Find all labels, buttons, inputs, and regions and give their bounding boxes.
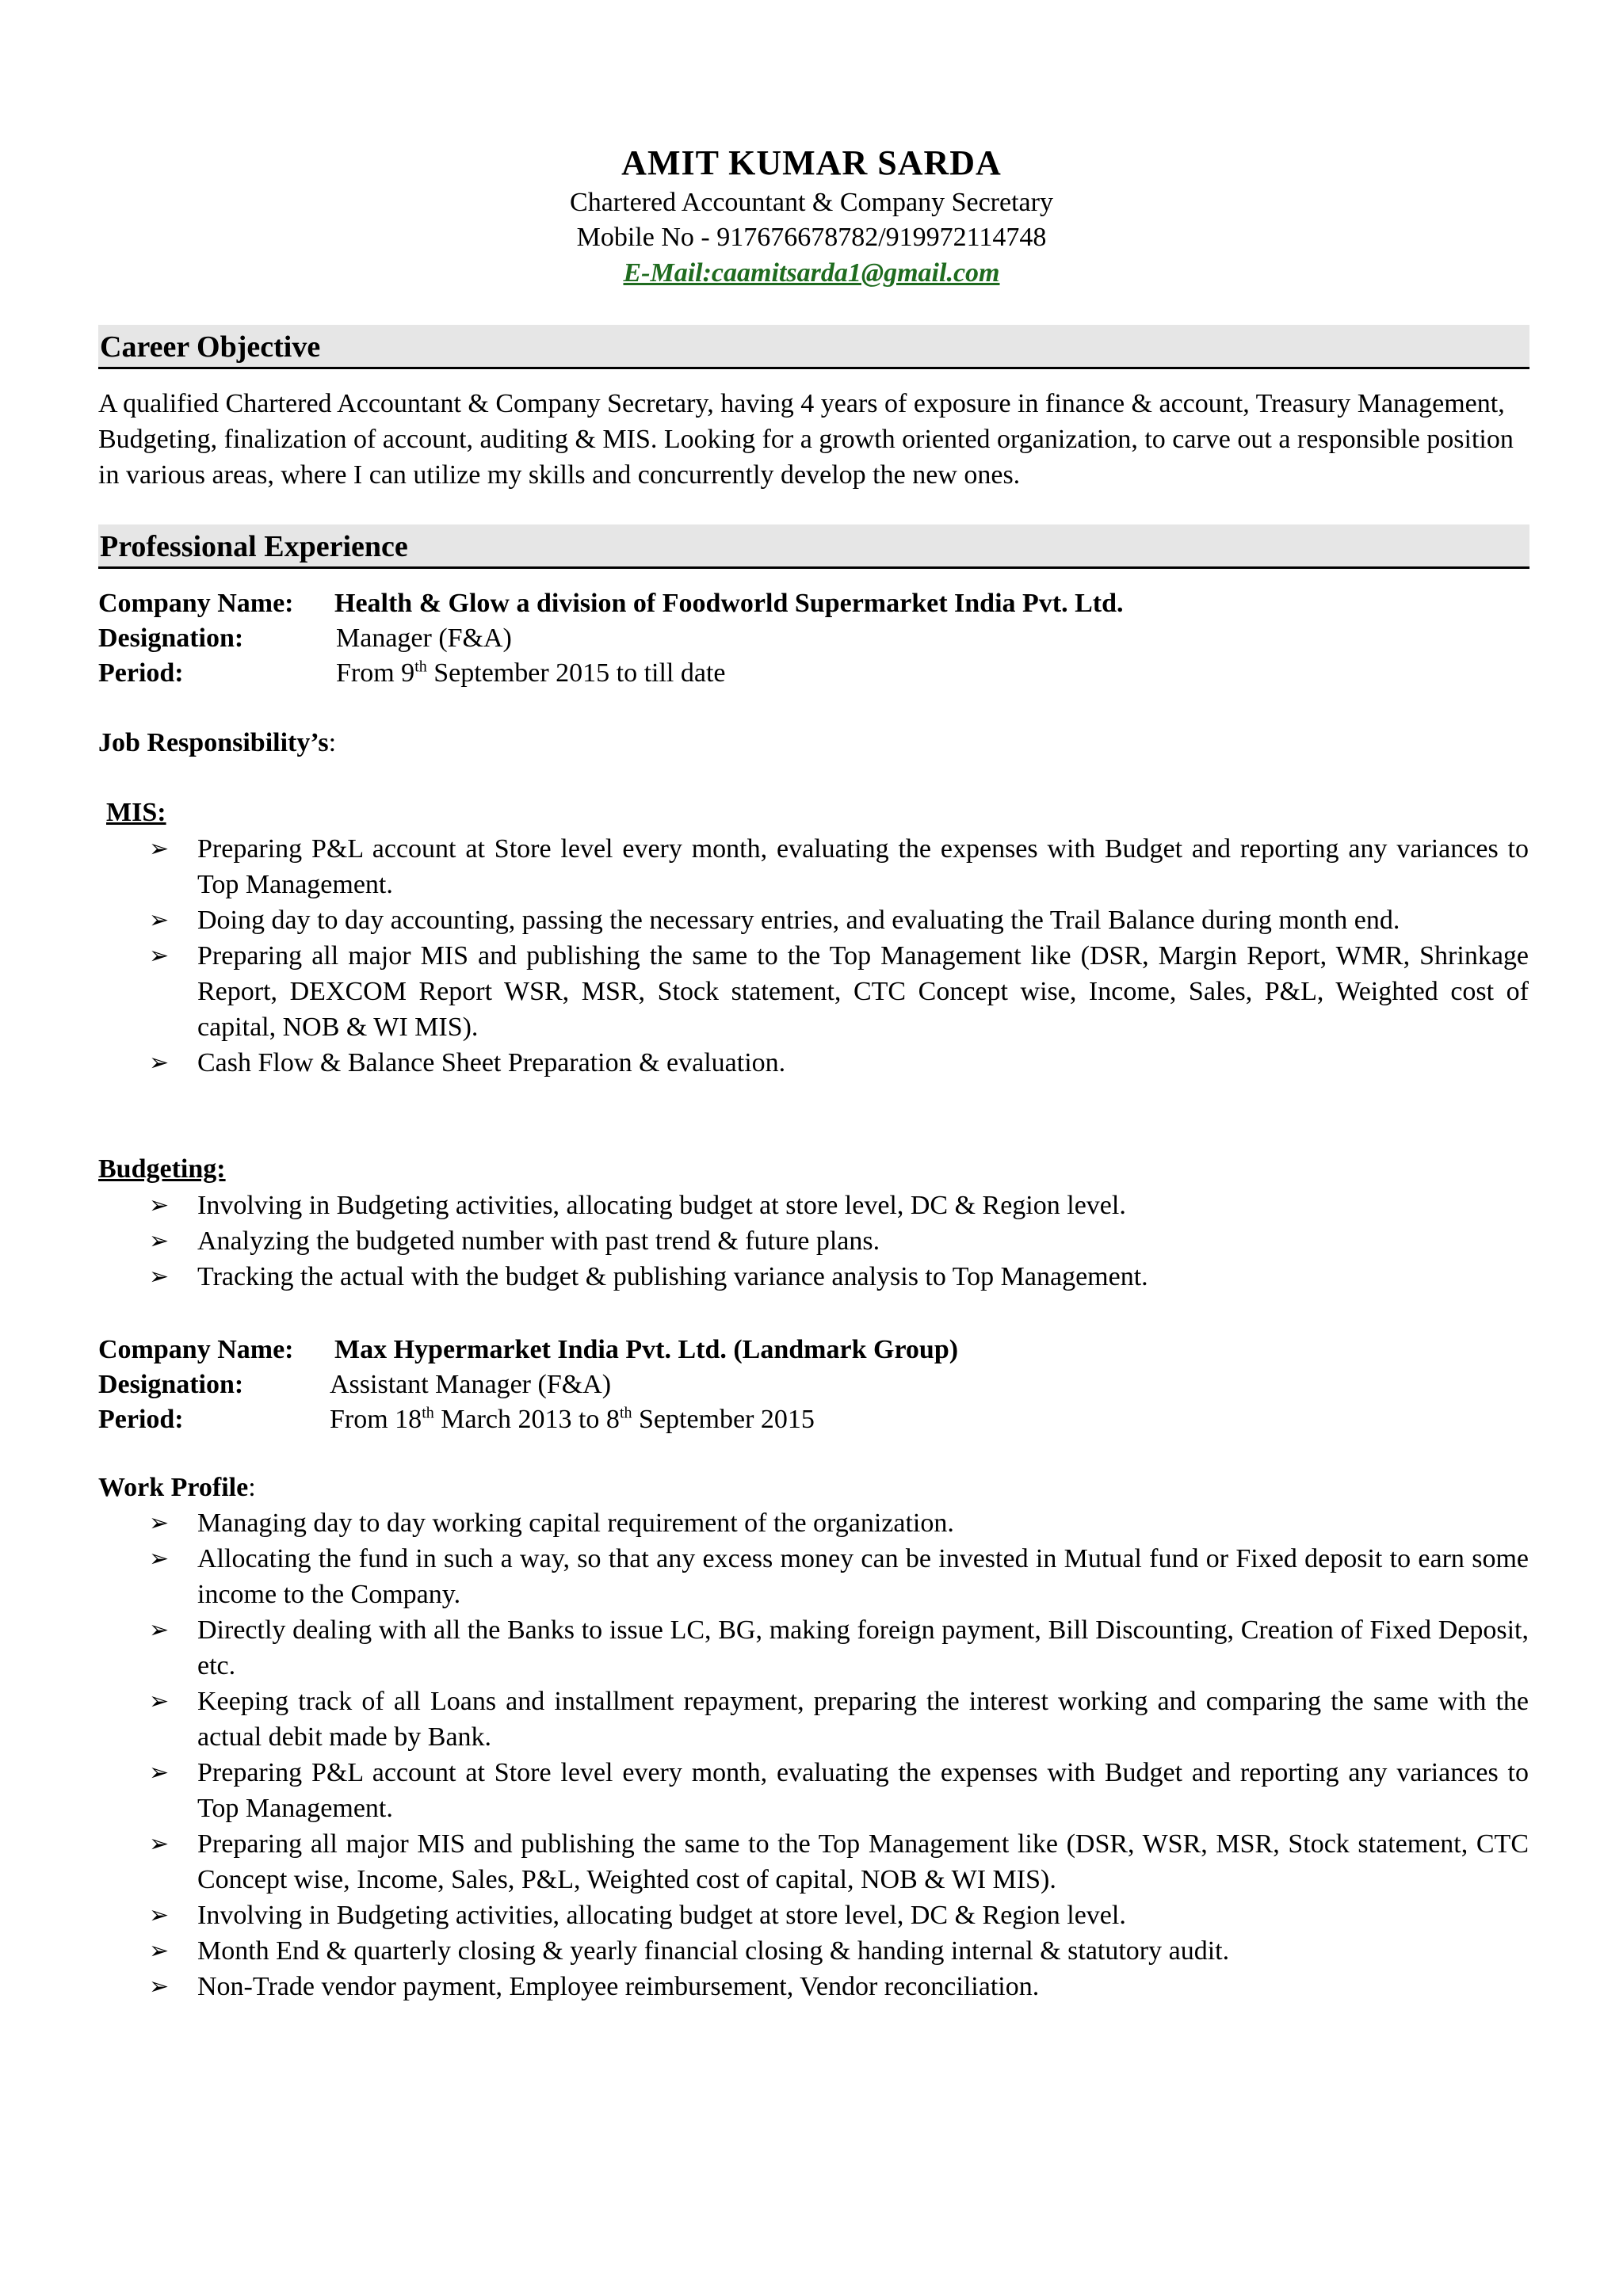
list-item [0, 902, 1529, 938]
mis-list [0, 831, 1623, 1081]
work-profile-label: Work Profile: [98, 1473, 256, 1502]
designation-value: Manager (F&A) [336, 624, 512, 653]
list-item-text: Tracking the actual with the budget & publishing variance analysis to Top Management. [197, 1262, 1148, 1291]
professional-experience-heading [98, 524, 1529, 569]
period-label: Period: [98, 1405, 184, 1434]
designation-label: Designation: [98, 1370, 244, 1399]
email-link[interactable]: E-Mail:caamitsarda1@gmail.com [623, 258, 1000, 288]
candidate-title: Chartered Accountant & Company Secretary [570, 188, 1053, 217]
arrow-bullet-icon: ➢ [149, 1902, 170, 1928]
list-item-text: Cash Flow & Balance Sheet Preparation & evaluation. [197, 1048, 786, 1077]
arrow-bullet-icon: ➢ [149, 1192, 170, 1219]
arrow-bullet-icon: ➢ [149, 1974, 170, 2000]
arrow-bullet-icon: ➢ [149, 1831, 170, 1857]
designation-value: Assistant Manager (F&A) [330, 1370, 612, 1399]
list-item-text: Non-Trade vendor payment, Employee reimbursement, Vendor reconciliation. [197, 1972, 1040, 2001]
company-name: Max Hypermarket India Pvt. Ltd. (Landmark Group) [334, 1335, 959, 1364]
list-item-text: Analyzing the budgeted number with past trend & future plans. [197, 1226, 880, 1256]
job1-period-row [98, 656, 726, 691]
arrow-bullet-icon: ➢ [149, 1617, 170, 1643]
arrow-bullet-icon: ➢ [149, 1228, 170, 1254]
list-item [0, 1897, 1529, 1933]
list-item-text: Doing day to day accounting, passing the necessary entries, and evaluating the Trail Balance during month end. [197, 906, 1400, 935]
list-item [0, 831, 1529, 902]
period-value: From 9th September 2015 to till date [336, 658, 726, 688]
period-value: From 18th March 2013 to 8th September 2015 [330, 1404, 815, 1434]
list-item-text: Preparing P&L account at Store level every month, evaluating the expenses with Budget and reporting any variances to Top Management. [197, 1758, 1529, 1823]
list-item [0, 1684, 1529, 1755]
arrow-bullet-icon: ➢ [149, 1688, 170, 1714]
candidate-name: AMIT KUMAR SARDA [621, 143, 1002, 182]
list-item-text: Preparing P&L account at Store level every month, evaluating the expenses with Budget and reporting any variances to Top Management. [197, 834, 1529, 899]
period-label: Period: [98, 658, 184, 688]
company-label: Company Name: [98, 589, 294, 618]
career-objective-text: A qualified Chartered Accountant & Company Secretary, having 4 years of exposure in finance & account, Treasury Management, Budgeting, finalization of account, auditing & MIS. Looking for a growth oriented organization, to carve out a responsible position in various areas, where I can utilize my skills and concurrently develop the new ones. [98, 389, 1514, 490]
list-item [0, 1755, 1529, 1826]
career-objective-heading [98, 325, 1529, 369]
work-profile-list [0, 1505, 1623, 2004]
company-name: Health & Glow a division of Foodworld Supermarket India Pvt. Ltd. [334, 589, 1124, 618]
job-responsibility-label: Job Responsibility’s: [98, 728, 337, 757]
list-item [0, 938, 1529, 1045]
resume-header [0, 141, 1623, 292]
designation-label: Designation: [98, 624, 244, 653]
list-item-text: Allocating the fund in such a way, so that any excess money can be invested in Mutual fund or Fixed deposit to earn some income to the Company. [197, 1544, 1529, 1609]
list-item-text: Managing day to day working capital requirement of the organization. [197, 1508, 954, 1538]
arrow-bullet-icon: ➢ [149, 1760, 170, 1786]
list-item [0, 1045, 1529, 1081]
job2-period-row [98, 1402, 815, 1437]
budgeting-label: Budgeting: [98, 1154, 226, 1184]
job1-company-row [98, 586, 1124, 621]
list-item-text: Involving in Budgeting activities, allocating budget at store level, DC & Region level. [197, 1191, 1126, 1220]
list-item [0, 1612, 1529, 1684]
list-item-text: Preparing all major MIS and publishing the same to the Top Management like (DSR, Margin Report, WMR, Shrinkage Report, DEXCOM Report WSR, MSR, Stock statement, CTC Concept wise, Income, Sales, P&L, Weighted cost of capital, NOB & WI MIS). [197, 941, 1529, 1042]
arrow-bullet-icon: ➢ [149, 943, 170, 969]
list-item [0, 1223, 1529, 1259]
arrow-bullet-icon: ➢ [149, 907, 170, 933]
list-item [0, 1259, 1529, 1295]
list-item-text: Preparing all major MIS and publishing the same to the Top Management like (DSR, WSR, MSR, Stock statement, CTC Concept wise, Income, Sales, P&L, Weighted cost of capital, NOB & WI MIS). [197, 1829, 1529, 1894]
mis-label: MIS: [106, 798, 166, 827]
arrow-bullet-icon: ➢ [149, 1264, 170, 1290]
arrow-bullet-icon: ➢ [149, 1510, 170, 1536]
list-item-text: Involving in Budgeting activities, allocating budget at store level, DC & Region level. [197, 1901, 1126, 1930]
job1-designation-row [98, 621, 512, 656]
list-item [0, 1826, 1529, 1897]
list-item [0, 1188, 1529, 1223]
list-item-text: Month End & quarterly closing & yearly financial closing & handing internal & statutory audit. [197, 1936, 1230, 1966]
arrow-bullet-icon: ➢ [149, 1938, 170, 1964]
section-title: Career Objective [100, 330, 321, 364]
list-item [0, 1541, 1529, 1612]
section-title: Professional Experience [100, 530, 408, 563]
list-item [0, 1933, 1529, 1969]
arrow-bullet-icon: ➢ [149, 1050, 170, 1076]
list-item [0, 1505, 1529, 1541]
budgeting-list [0, 1188, 1623, 1295]
job2-designation-row [98, 1367, 612, 1402]
list-item [0, 1969, 1529, 2004]
list-item-text: Keeping track of all Loans and installment repayment, preparing the interest working and comparing the same with the actual debit made by Bank. [197, 1687, 1529, 1752]
company-label: Company Name: [98, 1335, 294, 1364]
arrow-bullet-icon: ➢ [149, 836, 170, 862]
mobile-number: Mobile No - 917676678782/919972114748 [576, 223, 1047, 252]
arrow-bullet-icon: ➢ [149, 1546, 170, 1572]
list-item-text: Directly dealing with all the Banks to issue LC, BG, making foreign payment, Bill Discounting, Creation of Fixed Deposit, etc. [197, 1615, 1529, 1680]
job2-company-row [98, 1333, 959, 1367]
